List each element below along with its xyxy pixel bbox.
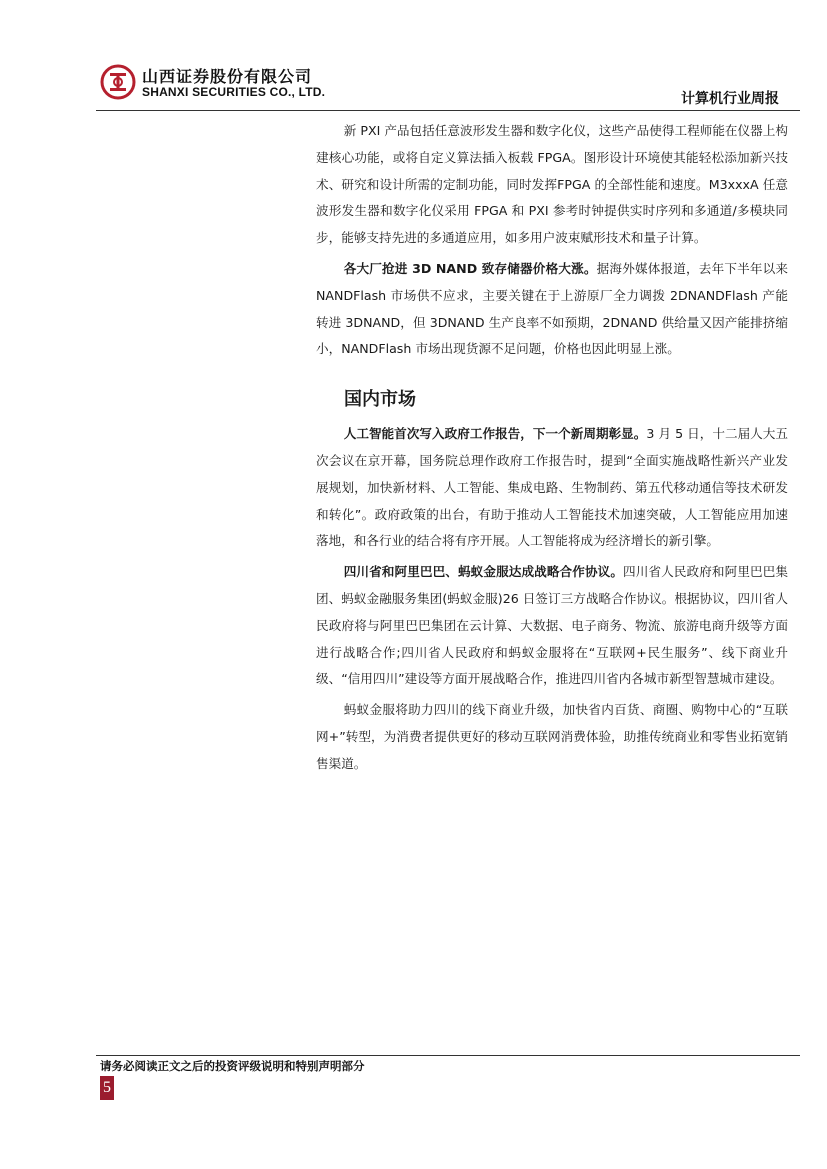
- paragraph-3d-nand-body: 据海外媒体报道，去年下半年以来 NANDFlash 市场供不应求，主要关键在于上游原厂全力调拨 2DNANDFlash 产能转进 3DNAND，但 3DNAND 生产良率不如预期，2DNAND 供给量又因产能排挤缩小，NANDFlash 市场出现货源不足问题，价格也因此明显上涨。: [316, 260, 789, 357]
- paragraph-sichuan-alibaba-body: 四川省人民政府和阿里巴巴集团、蚂蚁金融服务集团(蚂蚁金服)26 日签订三方战略合作协议。根据协议，四川省人民政府将与阿里巴巴集团在云计算、大数据、电子商务、物流、旅游电商升级等方面进行战略合作;四川省人民政府和蚂蚁金服将在“互联网+民生服务”、线下商业升级、“信用四川”建设等方面开展战略合作，推进四川省内各城市新型智慧城市建设。: [316, 564, 789, 687]
- page-number-badge: 5: [100, 1076, 114, 1100]
- paragraph-ai-report-body: 3 月 5 日，十二届人大五次会议在京开幕，国务院总理作政府工作报告时，提到“全面实施战略性新兴产业发展规划，加快新材料、人工智能、集成电路、生物制药、第五代移动通信等技术研发和转化”。政府政策的出台，有助于推动人工智能技术加速突破，人工智能应用加速落地，和各行业的结合将有序开展。人工智能将成为经济增长的新引擎。: [316, 426, 789, 549]
- paragraph-ai-report-lead: 人工智能首次写入政府工作报告，下一个新周期彰显。: [343, 426, 647, 442]
- footer-divider: [96, 1055, 800, 1056]
- paragraph-ai-report: [316, 421, 788, 555]
- footer-disclaimer: 请务必阅读正文之后的投资评级说明和特别声明部分: [100, 1059, 365, 1073]
- header-divider: [96, 110, 800, 111]
- company-name-en: SHANXI SECURITIES CO., LTD.: [142, 85, 326, 99]
- report-type-label: 计算机行业周报: [681, 91, 779, 107]
- section-title-domestic: 国内市场: [344, 389, 416, 411]
- paragraph-sichuan-alibaba-lead: 四川省和阿里巴巴、蚂蚁金服达成战略合作协议。: [343, 564, 624, 580]
- company-logo-icon: [100, 64, 136, 100]
- paragraph-3d-nand-lead: 各大厂抢进 3D NAND 致存储器价格大涨。: [343, 260, 597, 276]
- page-header: [0, 0, 827, 112]
- paragraph-sichuan-alibaba: [316, 559, 788, 693]
- paragraph-ant-financial: 蚂蚁金服将助力四川的线下商业升级，加快省内百货、商圈、购物中心的“互联网+”转型，为消费者提供更好的移动互联网消费体验，助推传统商业和零售业拓宽销售渠道。: [316, 702, 788, 771]
- company-name-cn: 山西证券股份有限公司: [142, 67, 313, 86]
- paragraph-pxi: 新 PXI 产品包括任意波形发生器和数字化仪，这些产品使得工程师能在仪器上构建核心功能，或将自定义算法插入板载 FPGA。图形设计环境使其能轻松添加新兴技术、研究和设计所需的定制功能，同时发挥FPGA 的全部性能和速度。M3xxxA 任意波形发生器和数字化仪采用 FPGA 和 PXI 参考时钟提供实时序列和多通道/多模块同步，能够支持先进的多通道应用，如多用户波束赋形技术和量子计算。: [316, 123, 788, 246]
- paragraph-3d-nand: [316, 256, 788, 363]
- main-content: [316, 118, 788, 778]
